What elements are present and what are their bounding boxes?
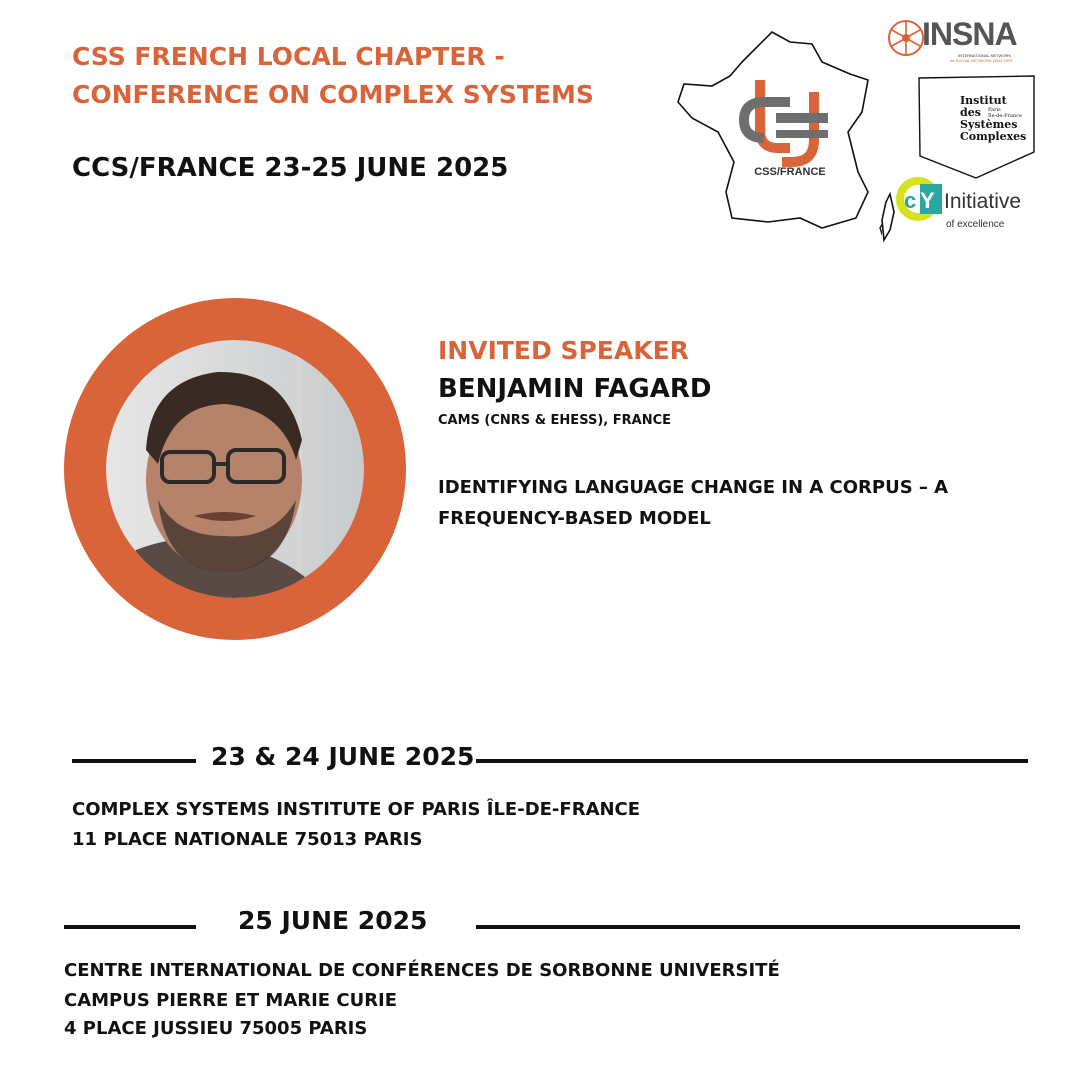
conference-dates: CCS/FRANCE 23-25 JUNE 2025 [72,153,509,183]
speaker-affiliation: CAMS (CNRS & EHESS), FRANCE [438,413,671,428]
css-france-label: CSS/FRANCE [754,166,826,178]
cy-initiative-word: Initiative [944,190,1022,213]
iscpif-small-2: Île-de-France [988,113,1022,119]
talk-title: IDENTIFYING LANGUAGE CHANGE IN A CORPUS – A FREQUENCY-BASED MODEL [438,477,949,529]
page-title-line-2: CONFERENCE ON COMPLEX SYSTEMS [72,80,594,109]
css-france-logo [672,22,882,242]
divider-right [476,925,1020,929]
page-title-line-1: CSS FRENCH LOCAL CHAPTER - [72,42,505,71]
divider-right [476,759,1028,763]
venue-2-line-2: CAMPUS PIERRE ET MARIE CURIE [64,990,398,1011]
insna-name: INSNA [922,16,1017,52]
insna-tagline-2: for SOCIAL NETWORK ANALYSIS [950,58,1013,63]
speaker-photo [106,340,364,598]
divider-left [64,925,196,929]
venue-2-line-1: CENTRE INTERNATIONAL DE CONFÉRENCES DE SORBONNE UNIVERSITÉ [64,960,780,981]
venue-2-line-3: 4 PLACE JUSSIEU 75005 PARIS [64,1018,368,1039]
speaker-role: INVITED SPEAKER [438,336,689,365]
cy-letters: Y [920,188,935,213]
iscpif-line-1: Institut [960,94,1007,107]
venue-1-line-1: COMPLEX SYSTEMS INSTITUTE OF PARIS ÎLE-DE-FRANCE [72,799,641,820]
venue-1-line-2: 11 PLACE NATIONALE 75013 PARIS [72,829,423,850]
svg-text:c: c [904,188,917,213]
insna-logo [884,16,1034,68]
france-map-outline [678,32,868,228]
divider-left [72,759,196,763]
iscpif-line-3: Systèmes [960,118,1018,131]
venue-1-date: 23 & 24 JUNE 2025 [211,742,475,771]
speaker-name: BENJAMIN FAGARD [438,374,712,404]
insna-tagline-1: INTERNATIONAL NETWORK [958,53,1012,58]
iscpif-line-2: des [960,106,981,119]
cy-logo-mark [894,174,942,224]
iscpif-small-1: Paris [988,107,1001,113]
iscpif-line-4: Complexes [960,130,1027,143]
cy-sub-text: of excellence [946,219,1005,230]
speaker-photo-ring [64,298,406,640]
venue-2-date: 25 JUNE 2025 [238,906,428,935]
